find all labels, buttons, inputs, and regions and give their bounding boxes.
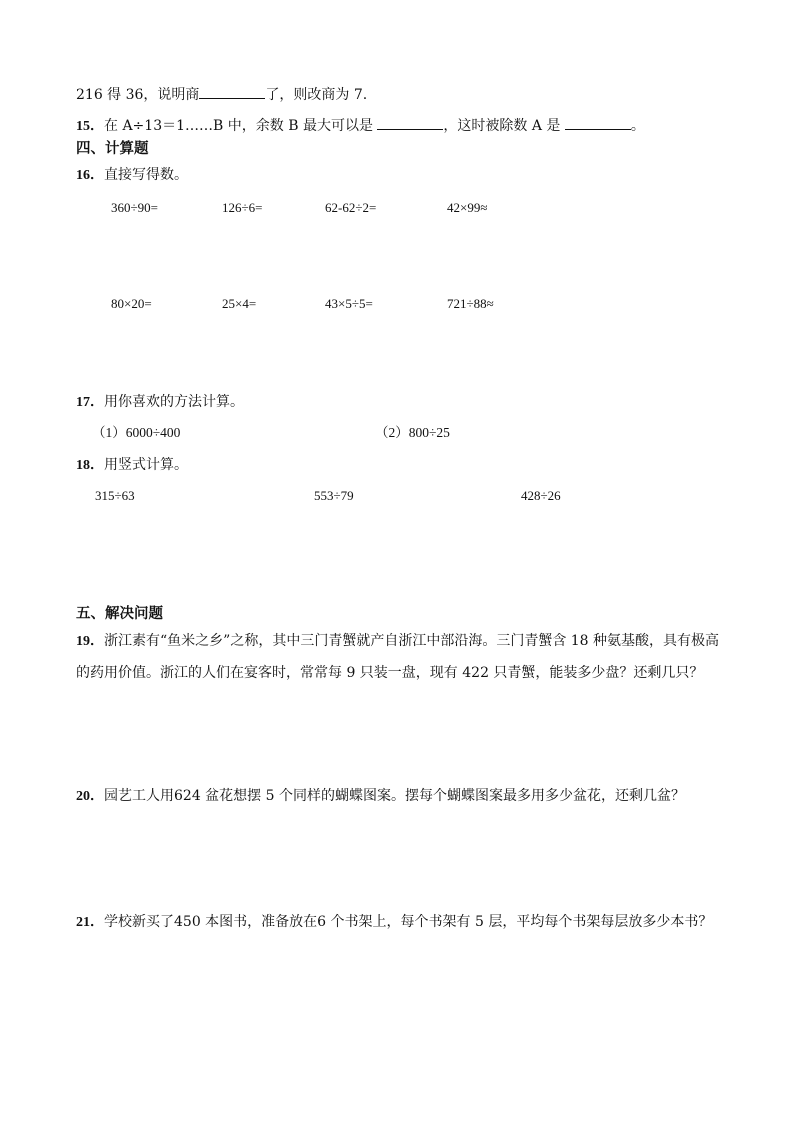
q16-expression: 25×4=	[222, 296, 257, 311]
q14-text-pre: 216 得 36，说明商	[76, 87, 200, 103]
q19-number: 19．	[76, 634, 104, 649]
question-20	[76, 787, 685, 806]
q16-expression: 62-62÷2=	[325, 200, 377, 215]
q16-expression: 360÷90=	[111, 200, 158, 215]
q18-text: 用竖式计算。	[104, 457, 188, 473]
q18-number: 18．	[76, 458, 104, 473]
q21-text: 学校新买了450 本图书，准备放在6 个书架上，每个书架有 5 层，平均每个书架每层放多少本书？	[104, 914, 713, 930]
q16-expression: 721÷88≈	[447, 296, 494, 311]
question-17	[76, 393, 244, 412]
q15-text-2: ，这时被除数 A 是	[443, 118, 561, 134]
q18-expression: 428÷26	[521, 488, 561, 503]
q18-expression: 553÷79	[314, 488, 354, 503]
q17-item-1: （1）6000÷400	[92, 425, 181, 440]
question-15	[76, 115, 645, 136]
q19-text-line-1: 浙江素有“鱼米之乡”之称，其中三门青蟹就产自浙江中部沿海。三门青蟹含 18 种氨基酸，具有极高	[104, 633, 720, 649]
q15-remainder-blank[interactable]	[377, 115, 443, 130]
q14-answer-blank[interactable]	[199, 84, 265, 99]
q16-expression: 126÷6=	[222, 200, 263, 215]
question-18	[76, 456, 188, 475]
q15-dividend-blank[interactable]	[565, 115, 631, 130]
q16-expression: 43×5÷5=	[325, 296, 373, 311]
q15-text-3: 。	[630, 118, 645, 134]
q16-number: 16．	[76, 168, 104, 183]
q15-number: 15．	[76, 119, 104, 134]
q17-text: 用你喜欢的方法计算。	[104, 394, 244, 410]
q17-item-2: （2）800÷25	[375, 425, 450, 440]
q20-number: 20．	[76, 789, 104, 804]
q16-expression: 80×20=	[111, 296, 152, 311]
q19-text-line-2: 的药用价值。浙江的人们在宴客时，常常每 9 只装一盘，现有 422 只青蟹，能装多少盘？还剩几只？	[76, 665, 704, 681]
q14-continuation	[76, 84, 367, 104]
section-heading-problem-solving: 五、解决问题	[76, 606, 163, 622]
q15-text-1: 在 A÷13＝1……B 中，余数 B 最大可以是	[104, 118, 373, 134]
q16-expression: 42×99≈	[447, 200, 488, 215]
q18-expression: 315÷63	[95, 488, 135, 503]
question-19-line-1	[76, 632, 719, 651]
q16-text: 直接写得数。	[104, 167, 188, 183]
q17-number: 17．	[76, 395, 104, 410]
q21-number: 21．	[76, 915, 104, 930]
q14-text-post: 了，则改商为 7.	[265, 87, 368, 103]
question-16	[76, 166, 188, 185]
q20-text: 园艺工人用624 盆花想摆 5 个同样的蝴蝶图案。摆每个蝴蝶图案最多用多少盆花，还剩几盆？	[104, 788, 685, 804]
section-heading-calculation: 四、计算题	[76, 141, 149, 157]
question-21	[76, 913, 712, 932]
